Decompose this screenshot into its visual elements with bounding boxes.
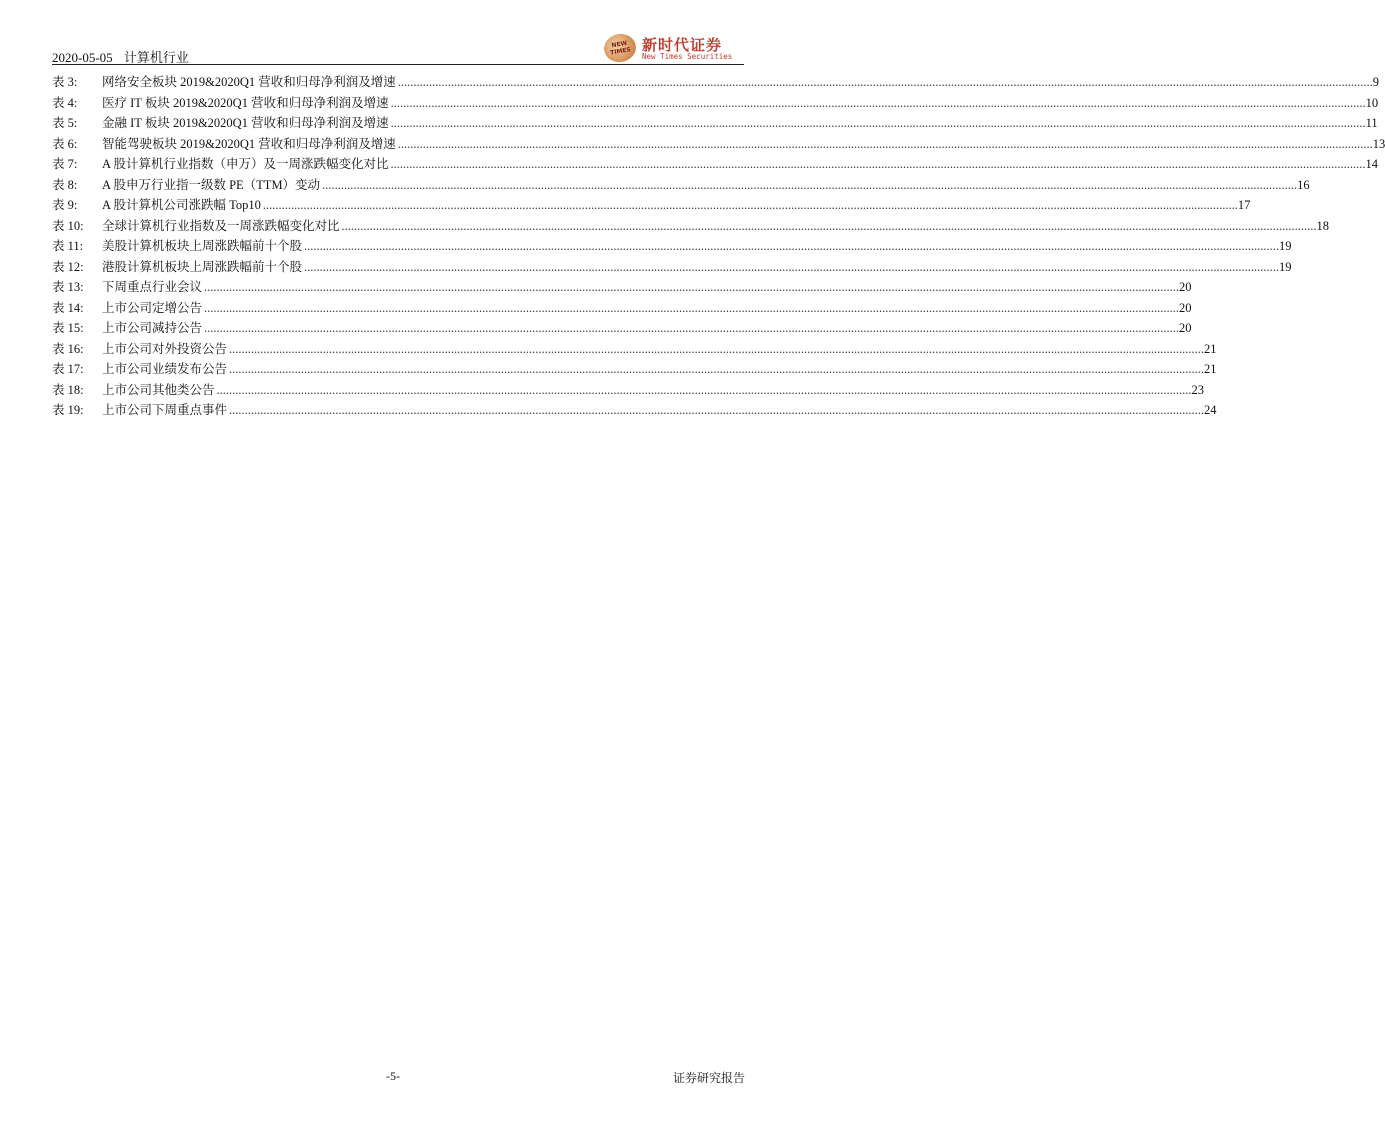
toc-entry-title: 上市公司对外投资公告	[102, 341, 228, 356]
toc-entry-title: 智能驾驶板块 2019&2020Q1 营收和归母净利润及增速	[102, 136, 396, 151]
toc-leader-dots	[390, 157, 1365, 172]
toc-entry-title: 上市公司业绩发布公告	[102, 362, 228, 376]
toc-entry-page: 20	[1179, 280, 1192, 294]
toc-entry[interactable]	[52, 298, 1192, 319]
toc-entry-number: 表 12:	[52, 259, 84, 274]
toc-entry[interactable]	[52, 134, 1385, 155]
header-divider	[52, 64, 744, 65]
toc-entry[interactable]	[52, 154, 1378, 175]
toc-entry-number: 表 16:	[52, 341, 84, 356]
toc-entry-page: 20	[1179, 321, 1192, 335]
toc-entry-page: 17	[1237, 198, 1251, 212]
toc-leader-dots	[391, 116, 1366, 131]
toc-leader-dots	[398, 137, 1373, 152]
toc-entry-page: 19	[1279, 239, 1292, 253]
toc-entry-page: 21	[1204, 362, 1217, 376]
toc-entry-page: 11	[1365, 116, 1378, 130]
report-date: 2020-05-05	[52, 50, 113, 65]
toc-entry-title: A 股计算机公司涨跌幅 Top10	[102, 198, 261, 212]
toc-entry-title: 网络安全板块 2019&2020Q1 营收和归母净利润及增速	[102, 75, 396, 89]
toc-entry[interactable]	[52, 257, 1292, 278]
toc-entry-number: 表 7:	[52, 157, 78, 171]
toc-entry[interactable]	[52, 359, 1217, 380]
toc-entry-title: A 股申万行业指一级数 PE（TTM）变动	[102, 177, 321, 192]
table-of-contents	[52, 72, 1385, 421]
toc-entry-number: 表 13:	[52, 280, 84, 294]
toc-entry[interactable]	[52, 93, 1379, 114]
toc-leader-dots	[398, 75, 1373, 90]
toc-entry-number: 表 14:	[52, 300, 84, 315]
toc-entry[interactable]	[52, 216, 1330, 237]
toc-leader-dots	[229, 362, 1204, 377]
toc-leader-dots	[204, 301, 1179, 316]
toc-leader-dots	[204, 321, 1179, 336]
logo-badge-icon: NEW TIMES	[602, 31, 638, 64]
toc-entry-title: A 股计算机行业指数（申万）及一周涨跌幅变化对比	[102, 157, 389, 171]
toc-entry-page: 23	[1191, 382, 1205, 397]
toc-entry-number: 表 9:	[52, 198, 78, 212]
toc-leader-dots	[229, 342, 1204, 357]
toc-entry-page: 10	[1365, 95, 1379, 110]
toc-entry-title: 上市公司下周重点事件	[102, 403, 228, 417]
toc-entry[interactable]	[52, 175, 1310, 196]
company-logo	[604, 34, 744, 64]
logo-name-en: New Times Securities	[642, 52, 733, 61]
toc-entry-title: 上市公司其他类公告	[102, 382, 215, 397]
footer-label: 证券研究报告	[673, 1071, 746, 1085]
logo-name-cn: 新时代证券	[642, 38, 723, 54]
toc-leader-dots	[304, 260, 1279, 275]
toc-entry[interactable]	[52, 400, 1217, 421]
toc-entry[interactable]	[52, 318, 1192, 339]
toc-entry-title: 美股计算机板块上周涨跌幅前十个股	[102, 239, 303, 253]
toc-entry-title: 金融 IT 板块 2019&2020Q1 营收和归母净利润及增速	[102, 116, 389, 130]
toc-entry-page: 24	[1204, 403, 1217, 417]
toc-entry-number: 表 6:	[52, 136, 78, 151]
toc-entry[interactable]	[52, 236, 1292, 257]
toc-entry[interactable]	[52, 380, 1205, 401]
toc-leader-dots	[342, 219, 1317, 234]
toc-leader-dots	[263, 198, 1238, 213]
toc-entry-page: 13	[1372, 136, 1385, 151]
toc-entry-number: 表 3:	[52, 75, 78, 89]
toc-entry-title: 全球计算机行业指数及一周涨跌幅变化对比	[102, 218, 340, 233]
toc-leader-dots	[204, 280, 1179, 295]
toc-entry-page: 21	[1204, 341, 1217, 356]
toc-entry-number: 表 17:	[52, 362, 84, 376]
toc-entry-number: 表 10:	[52, 218, 84, 233]
toc-entry-page: 19	[1279, 259, 1292, 274]
toc-entry-number: 表 5:	[52, 116, 78, 130]
toc-entry-page: 18	[1316, 218, 1330, 233]
toc-entry[interactable]	[52, 113, 1378, 134]
toc-leader-dots	[229, 403, 1204, 418]
toc-entry-title: 医疗 IT 板块 2019&2020Q1 营收和归母净利润及增速	[102, 95, 389, 110]
page-number: -5-	[386, 1069, 400, 1083]
toc-leader-dots	[322, 178, 1297, 193]
toc-entry[interactable]	[52, 195, 1251, 216]
toc-entry-number: 表 8:	[52, 177, 78, 192]
toc-entry-title: 港股计算机板块上周涨跌幅前十个股	[102, 259, 303, 274]
toc-entry-number: 表 19:	[52, 403, 84, 417]
toc-entry-number: 表 4:	[52, 95, 78, 110]
toc-leader-dots	[391, 96, 1366, 111]
toc-leader-dots	[304, 239, 1279, 254]
toc-entry-page: 16	[1297, 177, 1310, 192]
toc-entry[interactable]	[52, 277, 1192, 298]
toc-entry-page: 9	[1372, 75, 1380, 89]
toc-entry-title: 下周重点行业会议	[102, 280, 203, 294]
toc-entry[interactable]	[52, 72, 1380, 93]
toc-entry-number: 表 15:	[52, 321, 84, 335]
toc-entry-page: 14	[1365, 157, 1378, 171]
toc-entry-number: 表 11:	[52, 239, 84, 253]
toc-leader-dots	[217, 383, 1192, 398]
toc-entry-title: 上市公司定增公告	[102, 300, 203, 315]
report-category: 计算机行业	[123, 50, 189, 65]
toc-entry-page: 20	[1179, 300, 1192, 315]
toc-entry[interactable]	[52, 339, 1217, 360]
toc-entry-title: 上市公司减持公告	[102, 321, 203, 335]
toc-entry-number: 表 18:	[52, 382, 84, 397]
